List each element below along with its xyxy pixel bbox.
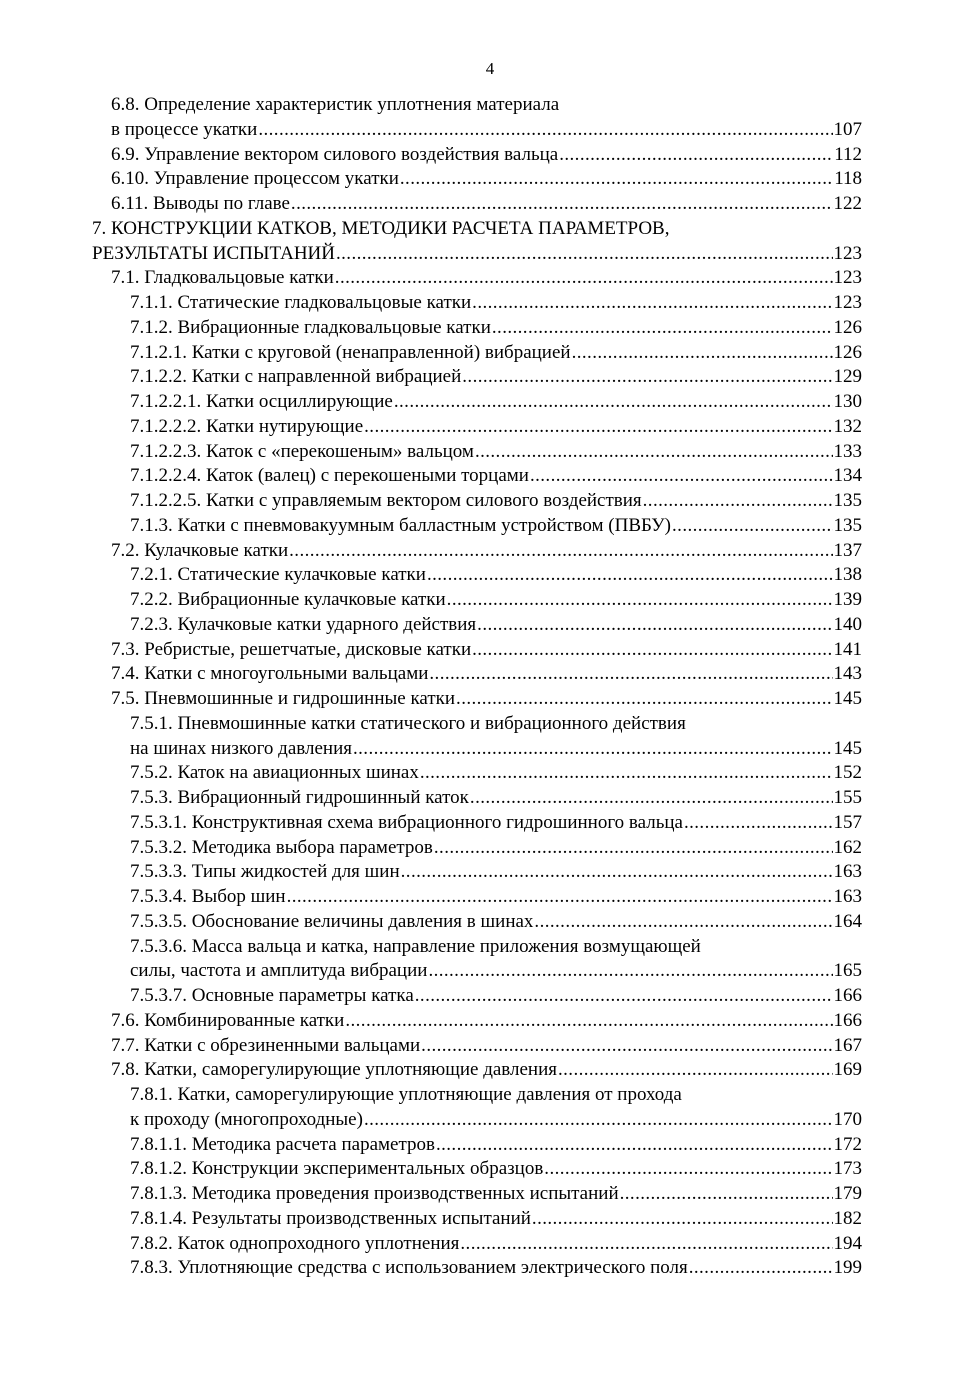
toc-entry-title: 7.1.2.2.5. Катки с управляемым вектором силового воздействия [130,490,642,511]
toc-entry-page: 162 [833,836,862,858]
toc-dot-leader [472,638,832,663]
toc-entry-title: 7.8.3. Уплотняющие средства с использованием электрического поля [130,1257,688,1279]
toc-entry-page: 140 [833,613,862,635]
toc-entry-title: 6.9. Управление вектором силового воздействия вальца [111,143,559,165]
toc-entry-title: 7.5.3.7. Основные параметры катка [130,985,414,1006]
toc-dot-leader [291,192,833,217]
toc-entry[interactable] [92,489,862,514]
toc-entry[interactable] [92,836,862,861]
toc-entry[interactable] [92,93,862,118]
toc-entry-title: 7.8.1.1. Методика расчета параметров [130,1133,435,1155]
toc-entry[interactable] [92,1207,862,1232]
toc-entry[interactable] [92,1108,862,1133]
toc-dot-leader [336,242,833,267]
toc-entry-page: 123 [833,292,862,313]
toc-dot-leader [421,1034,832,1059]
toc-dot-leader [447,588,833,613]
toc-entry-page: 126 [833,341,862,363]
toc-entry[interactable] [92,959,862,984]
toc-dot-leader [427,563,833,588]
toc-entry-page: 145 [833,737,862,759]
toc-entry-title: в процессе укатки [111,118,258,140]
toc-dot-leader [462,365,832,390]
toc-entry-title: РЕЗУЛЬТАТЫ ИСПЫТАНИЙ [92,242,335,264]
toc-dot-leader [643,489,833,514]
toc-entry-title: 7.8.1.2. Конструкции экспериментальных образцов [130,1158,544,1180]
toc-entry-title: 7.5.3.3. Типы жидкостей для шин [130,861,400,883]
toc-entry-page: 169 [833,1059,862,1081]
toc-entry-page: 163 [833,886,862,907]
toc-dot-leader [345,1009,832,1034]
toc-entry-title: 6.11. Выводы по главе [111,193,290,214]
toc-entry[interactable] [92,1182,862,1207]
toc-dot-leader [415,984,833,1009]
toc-dot-leader [364,1108,833,1133]
toc-entry[interactable] [92,1232,862,1257]
toc-entry-title: 7.5.3.2. Методика выбора параметров [130,836,433,858]
toc-entry-title: 7.5.3.1. Конструктивная схема вибрационного гидрошинного вальца [130,811,683,833]
toc-entry[interactable] [92,1133,862,1158]
toc-entry-title: к проходу (многопроходные) [130,1108,363,1130]
toc-entry-page: 179 [833,1183,862,1204]
toc-dot-leader [436,1133,833,1158]
toc-dot-leader [394,390,833,415]
toc-entry-title: 7.7. Катки с обрезиненными вальцами [111,1034,421,1056]
toc-entry-title: силы, частота и амплитуда вибрации [130,960,428,982]
toc-entry-title: 7. КОНСТРУКЦИИ КАТКОВ, МЕТОДИКИ РАСЧЕТА ПАРАМЕТРОВ, [92,217,670,239]
toc-dot-leader [558,1058,833,1083]
toc-entry-page: 123 [833,267,862,289]
toc-entry-title: 7.6. Комбинированные катки [111,1009,345,1031]
toc-entry-title: 7.8.2. Каток однопроходного уплотнения [130,1232,460,1254]
toc-entry[interactable] [92,242,862,267]
toc-entry-page: 199 [833,1257,862,1279]
toc-entry-title: 6.8. Определение характеристик уплотнения материала [111,94,560,115]
toc-entry-title: 7.1.2.2.1. Катки осциллирующие [130,391,393,412]
toc-dot-leader [460,1232,832,1257]
toc-entry-title: 7.8.1.4. Результаты производственных испытаний [130,1207,531,1229]
toc-entry-title: 7.5.3. Вибрационный гидрошинный каток [130,787,469,808]
toc-dot-leader [289,539,832,564]
toc-dot-leader [544,1157,832,1182]
toc-entry-page: 134 [833,465,862,487]
toc-dot-leader [620,1182,833,1207]
toc-entry[interactable] [92,662,862,687]
toc-entry-page: 164 [833,910,862,932]
toc-entry[interactable] [92,885,862,910]
toc-entry[interactable] [92,588,862,613]
toc-entry[interactable] [92,1256,862,1281]
toc-entry-title: 7.5.3.4. Выбор шин [130,886,286,907]
toc-entry-page: 122 [833,193,862,214]
toc-entry-page: 107 [833,118,862,140]
toc-entry-page: 166 [833,985,862,1006]
toc-entry-page: 194 [833,1232,862,1254]
toc-dot-leader [428,959,832,984]
table-of-contents [92,93,862,1281]
toc-dot-leader [335,266,833,291]
toc-entry[interactable] [92,192,862,217]
toc-entry-page: 118 [834,168,862,190]
toc-entry-page: 155 [833,787,862,808]
toc-entry-title: 7.2.2. Вибрационные кулачковые катки [130,589,446,610]
toc-entry[interactable] [92,613,862,638]
toc-dot-leader [530,464,833,489]
toc-entry-page: 135 [833,490,862,511]
toc-entry-page: 167 [833,1034,862,1056]
toc-entry-page: 126 [833,316,862,338]
toc-entry-title: 7.1.1. Статические гладковальцовые катки [130,292,472,313]
toc-entry[interactable] [92,860,862,885]
toc-entry-title: 7.5.3.5. Обоснование величины давления в шинах [130,910,534,932]
toc-dot-leader [258,118,832,143]
toc-entry[interactable] [92,143,862,168]
toc-dot-leader [532,1207,833,1232]
toc-entry[interactable] [92,1157,862,1182]
toc-dot-leader [420,761,833,786]
toc-dot-leader [287,885,833,910]
toc-dot-leader [429,662,832,687]
page-number: 4 [485,59,495,78]
toc-dot-leader [400,167,833,192]
toc-entry-title: 7.5.3.6. Масса вальца и катка, направление приложения возмущающей [130,935,701,957]
toc-entry[interactable] [92,291,862,316]
toc-entry-page: 143 [833,663,862,685]
toc-entry[interactable] [92,118,862,143]
toc-entry-title: 7.5.2. Каток на авиационных шинах [130,762,419,784]
toc-entry-title: 7.4. Катки с многоугольными вальцами [111,663,429,685]
toc-entry-title: на шинах низкого давления [130,737,352,759]
toc-entry-title: 7.5. Пневмошинные и гидрошинные катки [111,688,456,709]
toc-dot-leader [470,786,833,811]
toc-entry-title: 7.1.2. Вибрационные гладковальцовые катки [130,316,491,338]
toc-entry-title: 6.10. Управление процессом укатки [111,168,399,190]
toc-entry-title: 7.8.1. Катки, саморегулирующие уплотняющие давления от прохода [130,1084,682,1105]
toc-entry-page: 123 [833,242,862,264]
toc-entry-title: 7.8. Катки, саморегулирующие уплотняющие давления [111,1059,557,1081]
toc-entry[interactable] [92,687,862,712]
toc-entry[interactable] [92,761,862,786]
toc-entry-title: 7.3. Ребристые, решетчатые, дисковые катки [111,638,472,660]
toc-entry-title: 7.1.2.2. Катки с направленной вибрацией [130,366,462,388]
toc-entry[interactable] [92,786,862,811]
toc-entry[interactable] [92,539,862,564]
toc-entry[interactable] [92,811,862,836]
toc-entry[interactable] [92,935,862,960]
toc-entry-page: 165 [833,960,862,982]
toc-entry-page: 163 [833,861,862,883]
toc-entry[interactable] [92,563,862,588]
toc-entry-page: 170 [833,1108,862,1130]
toc-entry-page: 145 [833,688,862,709]
toc-entry-title: 7.1.3. Катки с пневмовакуумным балластным устройством (ПВБУ) [130,514,672,536]
toc-dot-leader [353,737,833,762]
toc-entry-title: 7.2.3. Кулачковые катки ударного действия [130,613,477,635]
toc-entry-page: 129 [833,366,862,388]
toc-entry-page: 135 [833,514,862,536]
toc-entry-page: 112 [834,143,862,165]
toc-entry[interactable] [92,1034,862,1059]
toc-dot-leader [364,415,832,440]
toc-entry-page: 130 [833,391,862,412]
toc-entry-page: 141 [833,638,862,660]
toc-entry[interactable] [92,365,862,390]
toc-entry[interactable] [92,415,862,440]
toc-entry-page: 173 [833,1158,862,1180]
toc-entry[interactable] [92,341,862,366]
toc-entry-title: 7.1. Гладковальцовые катки [111,267,334,289]
toc-dot-leader [456,687,832,712]
toc-dot-leader [475,440,833,465]
toc-entry-title: 7.8.1.3. Методика проведения производственных испытаний [130,1183,619,1204]
toc-entry-page: 182 [833,1207,862,1229]
toc-entry[interactable] [92,440,862,465]
toc-entry-page: 152 [833,762,862,784]
toc-dot-leader [684,811,833,836]
toc-entry[interactable] [92,1058,862,1083]
toc-dot-leader [572,341,833,366]
toc-entry[interactable] [92,1009,862,1034]
toc-entry[interactable] [92,266,862,291]
toc-entry-page: 172 [833,1133,862,1155]
toc-entry[interactable] [92,712,862,737]
toc-dot-leader [672,514,832,539]
toc-dot-leader [534,910,832,935]
toc-dot-leader [434,836,833,861]
toc-entry-title: 7.1.2.2.3. Каток с «перекошеным» вальцом [130,440,474,462]
toc-entry[interactable] [92,984,862,1009]
toc-entry[interactable] [92,464,862,489]
toc-entry-title: 7.1.2.2.2. Катки нутирующие [130,415,364,437]
toc-entry[interactable] [92,167,862,192]
toc-entry[interactable] [92,638,862,663]
toc-entry[interactable] [92,737,862,762]
toc-entry-title: 7.5.1. Пневмошинные катки статического и вибрационного действия [130,712,686,734]
toc-entry-title: 7.1.2.1. Катки с круговой (ненаправленной) вибрацией [130,341,571,363]
toc-entry-page: 166 [833,1009,862,1031]
toc-dot-leader [689,1256,833,1281]
toc-entry-page: 133 [833,440,862,462]
toc-entry[interactable] [92,910,862,935]
toc-entry-title: 7.2. Кулачковые катки [111,539,289,561]
toc-entry-page: 137 [833,539,862,561]
toc-dot-leader [559,143,833,168]
toc-entry-page: 132 [833,415,862,437]
toc-entry-page: 157 [833,811,862,833]
toc-entry[interactable] [92,514,862,539]
toc-entry-page: 139 [833,589,862,610]
toc-dot-leader [472,291,832,316]
toc-entry-title: 7.2.1. Статические кулачковые катки [130,564,426,586]
toc-entry[interactable] [92,390,862,415]
toc-dot-leader [401,860,833,885]
toc-entry[interactable] [92,1083,862,1108]
toc-dot-leader [492,316,833,341]
toc-entry[interactable] [92,217,862,242]
toc-entry-page: 138 [833,564,862,586]
toc-entry-title: 7.1.2.2.4. Каток (валец) с перекошеными торцами [130,465,529,487]
toc-dot-leader [477,613,832,638]
toc-entry[interactable] [92,316,862,341]
